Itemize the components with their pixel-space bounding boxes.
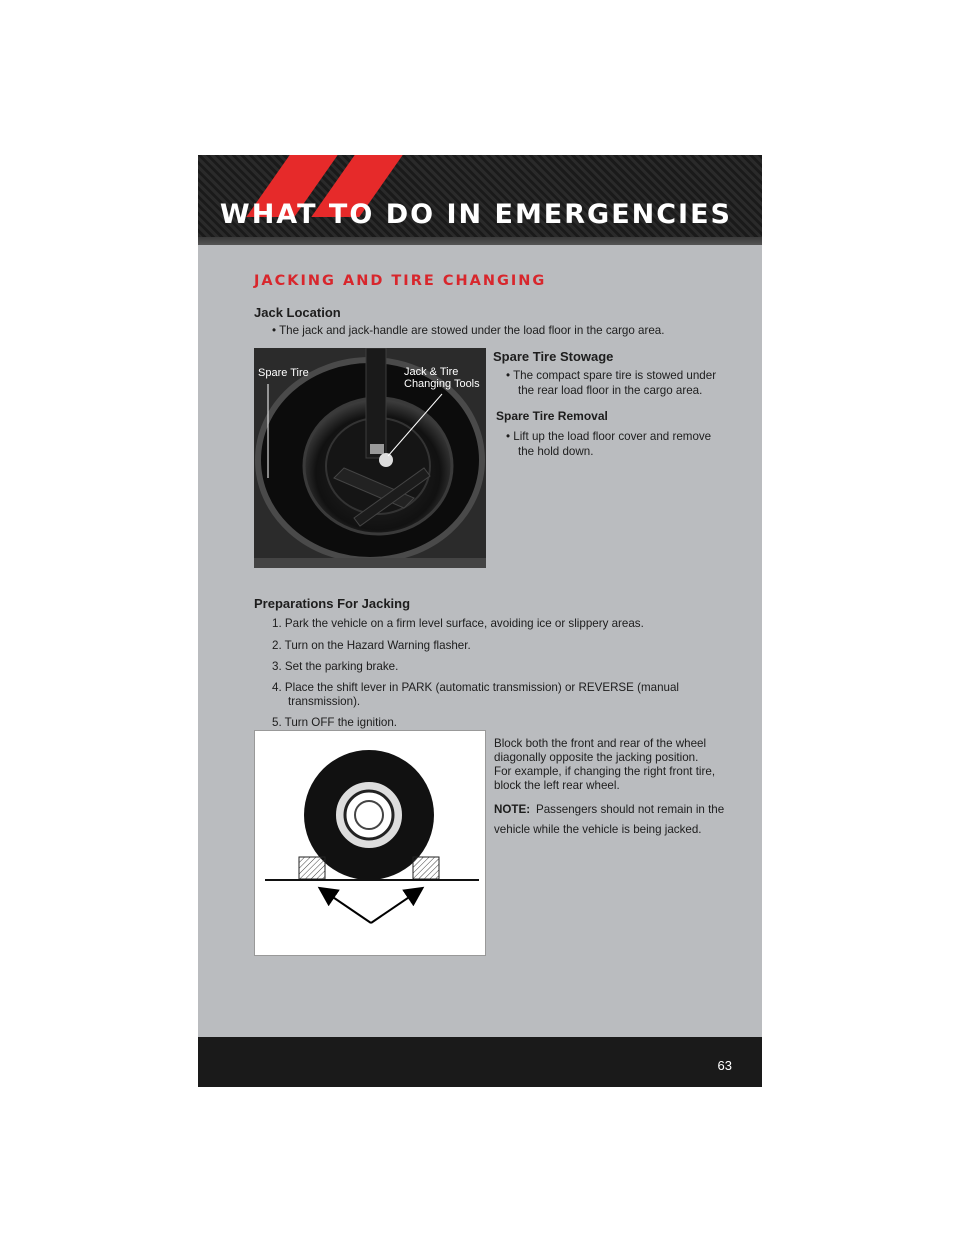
jack-location-bullet: • The jack and jack-handle are stowed under the load floor in the cargo area. — [272, 324, 665, 337]
wheel-block-diagram — [254, 730, 486, 956]
note-line2: vehicle while the vehicle is being jacked. — [494, 823, 702, 836]
wheel-chock-illustration — [255, 731, 485, 955]
spare-tire-photo — [254, 348, 486, 568]
note-label: NOTE: — [494, 803, 531, 816]
jack-location-heading: Jack Location — [254, 305, 341, 320]
prep-step-5: 5. Turn OFF the ignition. — [272, 716, 398, 729]
spare-removal-line2: the hold down. — [518, 445, 594, 458]
page-number: 63 — [717, 1058, 732, 1073]
block-line3: For example, if changing the right front tire, — [494, 765, 716, 778]
photo-label-jack-2: Changing Tools — [404, 378, 480, 390]
block-line2: diagonally opposite the jacking position. — [494, 751, 699, 764]
manual-page — [198, 155, 762, 1087]
spare-stowage-line1: • The compact spare tire is stowed under — [506, 369, 717, 382]
prep-step-1: 1. Park the vehicle on a firm level surface, avoiding ice or slippery areas. — [272, 617, 644, 630]
block-line4: block the left rear wheel. — [494, 779, 620, 792]
header-title: WHAT TO DO IN EMERGENCIES — [219, 199, 732, 230]
spare-stowage-heading: Spare Tire Stowage — [493, 349, 614, 364]
prep-step-2: 2. Turn on the Hazard Warning flasher. — [272, 639, 471, 652]
page-footer — [198, 1037, 762, 1087]
prep-step-4a: 4. Place the shift lever in PARK (automatic transmission) or REVERSE (manual — [272, 681, 680, 694]
photo-label-jack-1: Jack & Tire — [404, 366, 459, 378]
spare-removal-heading: Spare Tire Removal — [496, 409, 608, 423]
page-header — [198, 155, 762, 245]
prep-step-4b: transmission). — [288, 695, 361, 708]
note-line1: Passengers should not remain in the — [536, 803, 725, 816]
block-line1: Block both the front and rear of the wheel — [494, 737, 707, 750]
spare-removal-line1: • Lift up the load floor cover and remove — [506, 430, 712, 443]
photo-label-spare-tire: Spare Tire — [258, 367, 309, 379]
spare-stowage-line2: the rear load floor in the cargo area. — [518, 384, 703, 397]
prep-step-3: 3. Set the parking brake. — [272, 660, 399, 673]
preparations-heading: Preparations For Jacking — [254, 596, 411, 611]
section-title: JACKING AND TIRE CHANGING — [254, 273, 547, 289]
photo-leader-lines — [254, 348, 486, 568]
